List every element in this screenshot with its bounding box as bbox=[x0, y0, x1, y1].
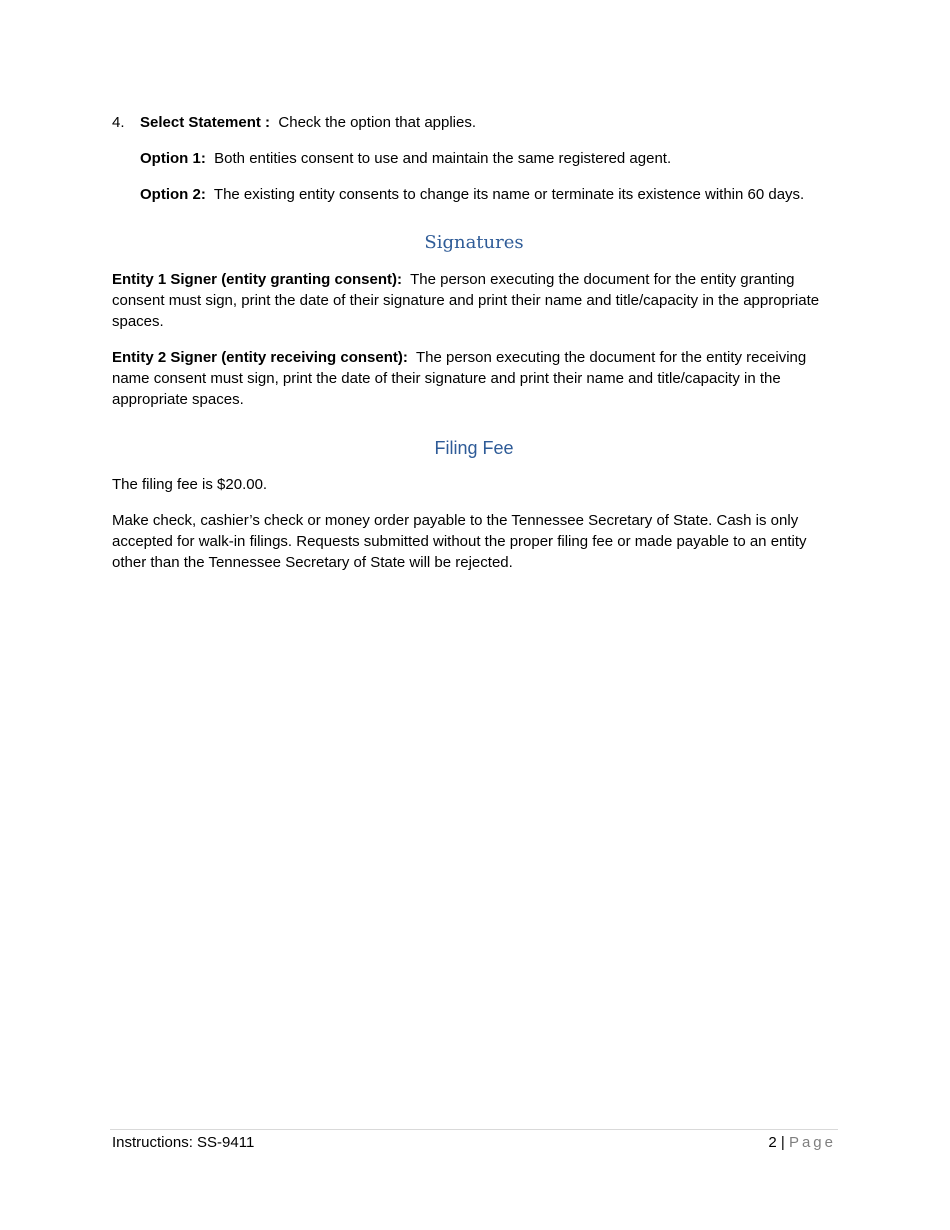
filing-fee-heading: Filing Fee bbox=[434, 438, 514, 458]
entity-2-signer-paragraph bbox=[112, 347, 836, 410]
option-1 bbox=[140, 148, 836, 169]
footer-form-label: Instructions: SS-9411 bbox=[112, 1134, 255, 1151]
filing-fee-amount: The filing fee is $20.00. bbox=[112, 476, 268, 493]
payment-instructions: Make check, cashier’s check or money order payable to the Tennessee Secretary of State. Cash is only accepted for walk-in filings. Requests submitted without the proper filing fee or made payable to an entity other than the Tennessee Secretary of State will be rejected. bbox=[112, 512, 807, 571]
footer-page-indicator bbox=[768, 1133, 836, 1153]
entity-2-signer-label: Entity 2 Signer (entity receiving consent): bbox=[112, 349, 408, 366]
page-number: 2 bbox=[768, 1134, 777, 1151]
page-word: Page bbox=[788, 1134, 836, 1151]
option-2-text: The existing entity consents to change its name or terminate its existence within 60 days. bbox=[213, 186, 805, 203]
entity-1-signer-label: Entity 1 Signer (entity granting consent): bbox=[112, 271, 403, 288]
entity-2-signer-text: The person executing the document for the entity receiving name consent must sign, print the date of their signature and print their name and title/capacity in the appropriate spaces. bbox=[112, 349, 807, 408]
entity-1-signer-paragraph bbox=[112, 269, 836, 332]
item-number: 4. bbox=[112, 114, 125, 131]
entity-1-signer-text: The person executing the document for the entity granting consent must sign, print the date of their signature and print their name and title/capacity in the appropriate spaces. bbox=[112, 271, 820, 330]
option-1-text: Both entities consent to use and maintain the same registered agent. bbox=[214, 150, 672, 167]
page-content bbox=[112, 112, 836, 573]
option-2-label: Option 2: bbox=[140, 186, 206, 203]
item-text: Check the option that applies. bbox=[278, 114, 477, 131]
item-label: Select Statement : bbox=[140, 114, 271, 131]
page-footer bbox=[110, 1129, 838, 1157]
signatures-heading: Signatures bbox=[424, 232, 524, 253]
option-2 bbox=[140, 184, 836, 205]
option-1-label: Option 1: bbox=[140, 150, 206, 167]
item-4-select-statement bbox=[112, 112, 836, 133]
page-separator: | bbox=[780, 1134, 785, 1151]
